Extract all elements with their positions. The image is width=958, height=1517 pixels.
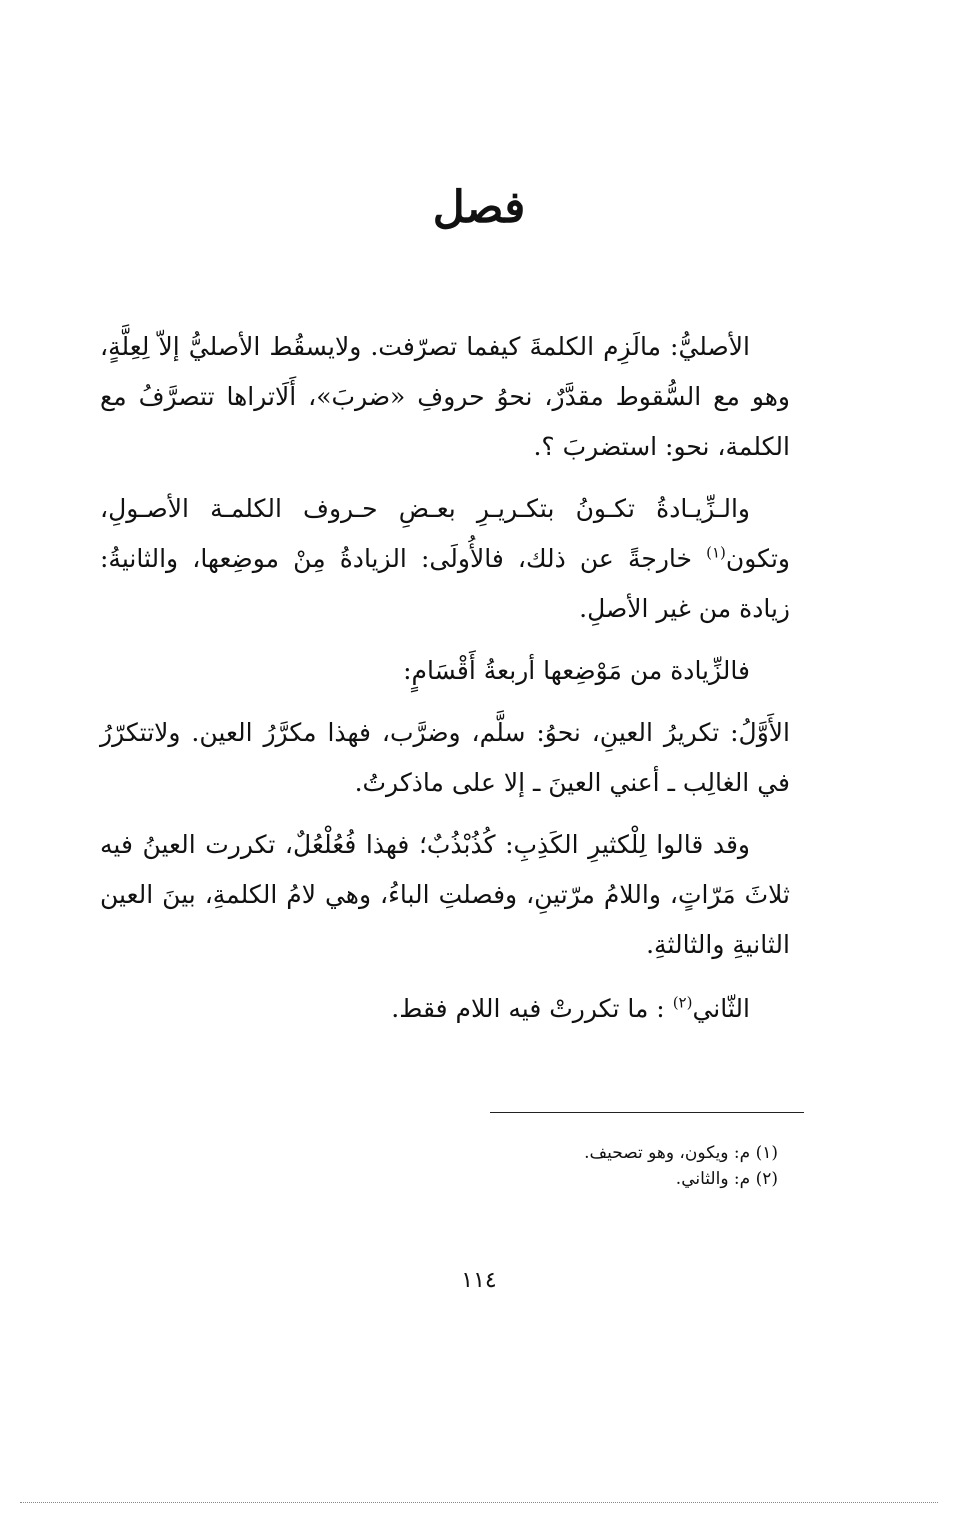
paragraph-5-text: وقد قالوا لِلْكثيرِ الكَذِبِ: كُذُبْذُبٌ؛ فهذا فُعُلْعُلٌ، تكررت العينُ فيه ثلاثَ مَرّاتٍ، واللامُ مرّتينِ، وفصلتِ الباءُ، وهي لامُ الكلمةِ، بينَ العين الثانيةِ والثالثةِ. bbox=[100, 830, 790, 959]
paragraph-2-text-end: خارجةً عن ذلك، فالأُولَى: الزيادةُ مِنْ موضِعها، والثانيةُ: زيادة من غير الأصلِ. bbox=[100, 544, 790, 623]
footnotes bbox=[300, 1140, 778, 1192]
footnote-2: (٢) م: والثاني. bbox=[675, 1169, 778, 1189]
footnote-1: (١) م: ويكون، وهو تصحيف. bbox=[584, 1143, 778, 1163]
paragraph-2 bbox=[100, 484, 790, 634]
footnote-marker-2: (٢) bbox=[672, 993, 693, 1012]
paragraph-5 bbox=[100, 820, 790, 970]
footnote-marker-1: (١) bbox=[706, 543, 726, 562]
page-number: ١١٤ bbox=[461, 1268, 497, 1293]
chapter-title: فصل bbox=[432, 182, 526, 233]
paragraph-1 bbox=[100, 322, 790, 472]
paragraph-6 bbox=[100, 984, 790, 1034]
paragraph-6-text-end: : ما تكررتْ فيه اللام فقط. bbox=[391, 994, 673, 1023]
paragraph-2-text-start: والـزِّيـادةُ تكـونُ بتكـريـرِ بعـضِ حـروف الكلمـة الأصـولِ، وتكون bbox=[100, 494, 790, 573]
paragraph-3 bbox=[100, 646, 790, 696]
paragraph-3-text: فالزِّيادة من مَوْضِعها أربعةُ أَقْسَامٍ: bbox=[403, 656, 750, 685]
footnote-separator bbox=[490, 1112, 804, 1113]
paragraph-1-text: الأصليُّ: مالَزِم الكلمةَ كيفما تصرّفت. ولايسقُط الأصليُّ إلاّ لِعِلَّةٍ، وهو مع السُّقوط مقدَّرٌ، نحوُ حروفِ «ضربَ»، أَلَاتراها تتصرَّفُ مع الكلمة، نحو: استضربَ ؟. bbox=[100, 332, 790, 461]
scan-edge-dots bbox=[20, 1502, 938, 1503]
paragraph-4 bbox=[100, 708, 790, 808]
paragraph-6-text-start: الثّاني bbox=[692, 994, 750, 1023]
body-text bbox=[100, 322, 790, 1046]
paragraph-4-text: الأَوَّلُ: تكريرُ العينِ، نحوُ: سلَّم، وضرَّب، فهذا مكرَّرُ العين. ولاتتكرّرُ في الغالِب ـ أعني العينَ ـ إلا على ماذكرتُ. bbox=[100, 718, 790, 797]
